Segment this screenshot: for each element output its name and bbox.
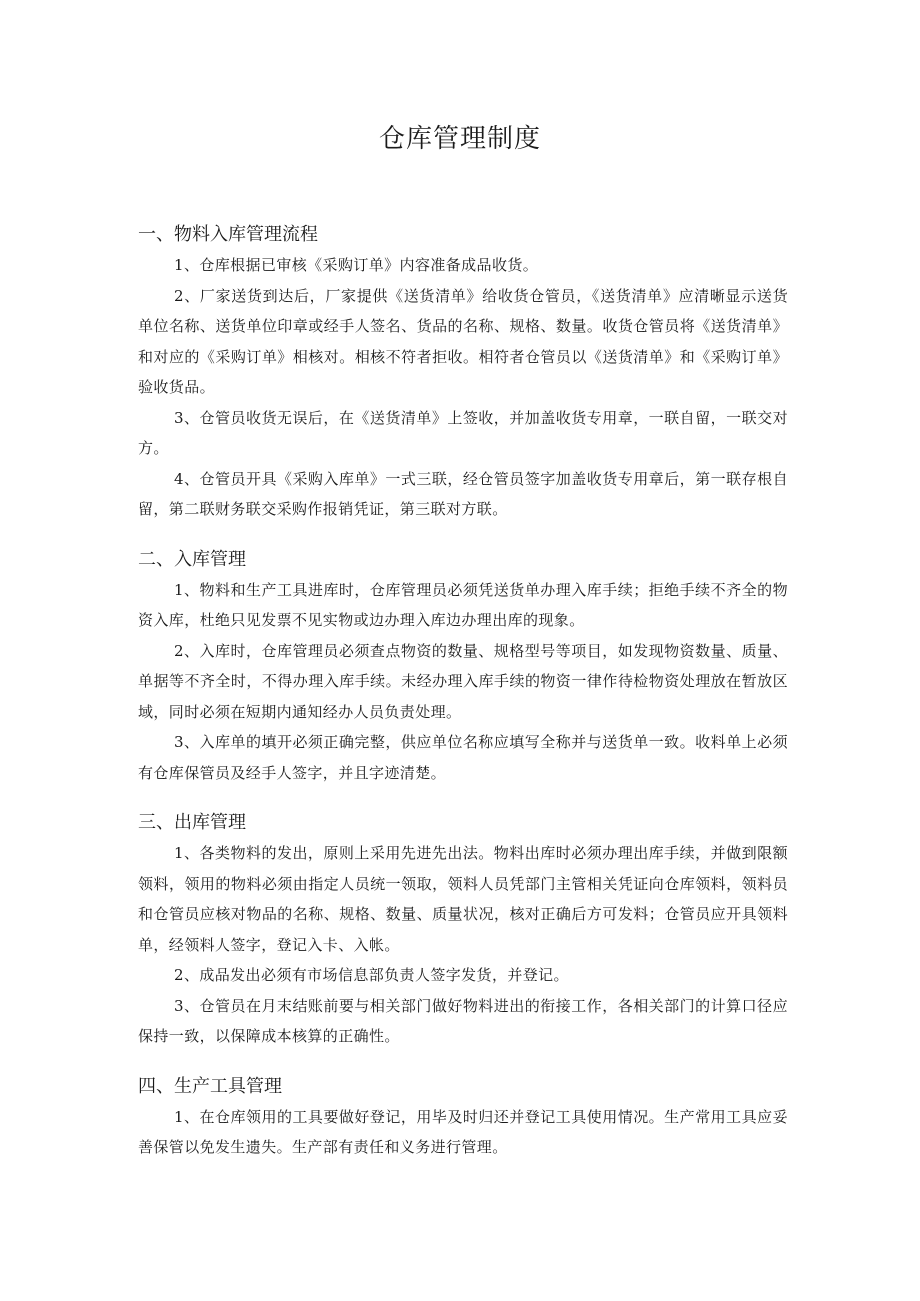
section-inbound-management [138,545,788,789]
paragraph: 1、物料和生产工具进库时，仓库管理员必须凭送货单办理入库手续；拒绝手续不齐全的物资入库，杜绝只见发票不见实物或边办理入库边办理出库的现象。 [138,580,788,629]
section-gap [138,1052,788,1072]
paragraph: 2、成品发出必须有市场信息部负责人签字发货，并登记。 [174,966,569,984]
paragraph: 1、各类物料的发出，原则上采用先进先出法。物料出库时必须办理出库手续，并做到限额领料，领用的物料必须由指定人员统一领取，领料人员凭部门主管相关凭证向仓库领料，领料员和仓管员应核对物品的名称、规格、数量、质量状况，核对正确后方可发料；仓管员应开具领料单，经领料人签字，登记入卡、入帐。 [138,844,788,954]
paragraph: 1、在仓库领用的工具要做好登记，用毕及时归还并登记工具使用情况。生产常用工具应妥善保管以免发生遗失。生产部有责任和义务进行管理。 [138,1107,788,1156]
section-tool-management [138,1072,788,1163]
document-title: 仓库管理制度 [378,124,541,154]
document-body [138,220,788,1163]
section-heading: 四、生产工具管理 [138,1075,282,1097]
section-gap [138,525,788,545]
paragraph: 3、仓管员收货无误后，在《送货清单》上签收，并加盖收货专用章，一联自留，一联交对方。 [138,408,788,457]
section-heading: 三、出库管理 [138,812,246,833]
section-outbound-management [138,808,788,1052]
section-gap [138,788,788,808]
paragraph: 3、入库单的填开必须正确完整，供应单位名称应填写全称并与送货单一致。收料单上必须有仓库保管员及经手人签字，并且字迹清楚。 [138,733,788,782]
section-heading: 二、入库管理 [138,548,246,570]
paragraph: 2、入库时，仓库管理员必须查点物资的数量、规格型号等项目，如发现物资数量、质量、单据等不齐全时，不得办理入库手续。未经办理入库手续的物资一律作待检物资处理放在暂放区域，同时必须在短期内通知经办人员负责处理。 [138,641,788,721]
section-inbound-process [138,220,788,525]
section-heading: 一、物料入库管理流程 [138,224,318,245]
paragraph: 3、仓管员在月末结账前要与相关部门做好物料进出的衔接工作，各相关部门的计算口径应保持一致，以保障成本核算的正确性。 [138,996,788,1045]
paragraph: 4、仓管员开具《采购入库单》一式三联，经仓管员签字加盖收货专用章后，第一联存根自留，第二联财务联交采购作报销凭证，第三联对方联。 [138,469,788,518]
paragraph: 1、仓库根据已审核《采购订单》内容准备成品收货。 [174,256,539,274]
paragraph: 2、厂家送货到达后，厂家提供《送货清单》给收货仓管员，《送货清单》应清晰显示送货单位名称、送货单位印章或经手人签名、货品的名称、规格、数量。收货仓管员将《送货清单》和对应的《采购订单》相核对。相核不符者拒收。相符者仓管员以《送货清单》和《采购订单》验收货品。 [138,286,788,396]
